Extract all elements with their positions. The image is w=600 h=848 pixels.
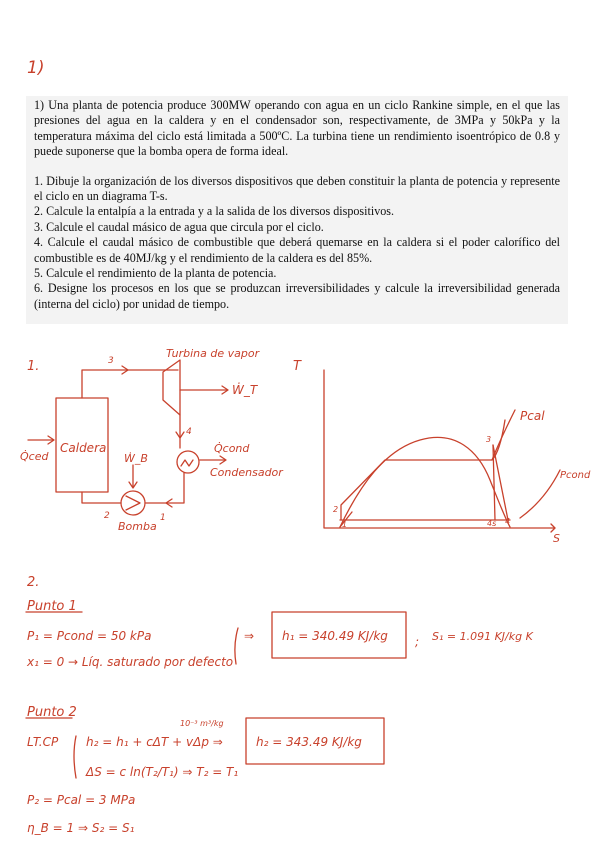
turbine-work-arrow: [180, 386, 228, 394]
punto2-note: 10⁻³ m³/kg: [180, 719, 224, 728]
turbine-work-label: Ẇ_T: [232, 383, 258, 397]
condenser-coil: [181, 460, 193, 466]
saturation-dome: [340, 437, 510, 527]
punto1-separator: ;: [415, 635, 420, 649]
punto2-p2: P₂ = Pcal = 3 MPa: [27, 793, 136, 807]
schematic-label: 1.: [27, 359, 40, 374]
condenser-heat-arrow: [200, 456, 226, 464]
question-5: 5. Calcule el rendimiento de la planta de potencia.: [34, 266, 277, 281]
turbine-symbol: [163, 360, 180, 415]
punto1-title: Punto 1: [27, 599, 77, 614]
solution-label: 2.: [27, 575, 40, 590]
state-1-label: 1: [160, 513, 166, 523]
punto2-eta: η_B = 1 ⇒ S₂ = S₁: [27, 821, 135, 835]
s1-value: S₁ = 1.091 KJ/kg K: [432, 630, 533, 643]
condenser-symbol: [177, 451, 199, 473]
axis-t-label: T: [293, 359, 301, 374]
problem-number: 1): [27, 58, 45, 78]
ts-point-3: 3: [486, 435, 492, 444]
turbine-label: Turbina de vapor: [166, 347, 260, 360]
axis-s-label: S: [553, 532, 560, 545]
punto2-prefix: LT.CP: [27, 735, 59, 749]
pump-triangle: [126, 496, 140, 510]
pcond-isobar: [520, 470, 560, 518]
brace-punto1: [235, 628, 238, 664]
ts-point-4: 4: [505, 517, 511, 526]
pump-work-label: Ẇ_B: [124, 452, 148, 465]
punto1-arrow: ⇒: [244, 629, 255, 643]
statement-intro: 1) Una planta de potencia produce 300MW operando con agua en un ciclo Rankine simple, en el que las presiones del agua en la caldera y en el condensador son, respectivamente, de 3MPa y 50kPa y la temperatura máxima del ciclo está limitada a 500ºC. La turbina tiene un rendimiento isoentrópico de 0.8 y puede suponerse que la bomba opera de forma ideal.: [34, 98, 560, 159]
boiler-heat-arrow: [28, 436, 54, 444]
state-3-label: 3: [108, 356, 114, 366]
punto2-eq2: ΔS = c ln(T₂/T₁) ⇒ T₂ = T₁: [86, 765, 239, 779]
boiler-label: Caldera: [60, 441, 107, 455]
pcond-label: Pcond: [560, 470, 591, 481]
h1-value: h₁ = 340.49 KJ/kg: [282, 629, 388, 643]
ts-point-2: 2: [333, 505, 339, 514]
question-4: 4. Calcule el caudal másico de combustible que deberá quemarse en la caldera si el poder calorífico del combustible es de 40MJ/kg y el rendimiento de la caldera es del 85%.: [34, 235, 560, 265]
pump-work-arrow: [129, 465, 137, 488]
punto2-title: Punto 2: [27, 705, 77, 720]
question-2: 2. Calcule la entalpía a la entrada y a la salida de los diversos dispositivos.: [34, 204, 395, 219]
ts-point-4s: 4s: [487, 519, 497, 528]
heat-in-label: Q̇ced: [20, 450, 49, 463]
punto2-eq1: h₂ = h₁ + cΔT + vΔp ⇒: [86, 735, 223, 749]
punto1-line1: P₁ = Pcond = 50 kPa: [27, 629, 152, 643]
h2-value: h₂ = 343.49 KJ/kg: [256, 735, 362, 749]
heat-out-label: Q̇cond: [214, 442, 250, 455]
condenser-label: Condensador: [210, 466, 283, 479]
state-2-label: 2: [104, 511, 110, 521]
question-1: 1. Dibuje la organización de los diversos dispositivos que deben constituir la planta de potencia y represente el ciclo en un diagrama T-s.: [34, 173, 560, 204]
pcal-label: Pcal: [520, 409, 545, 423]
question-6: 6. Designe los procesos en los que se produzcan irreversibilidades y calcule la irreversibilidad generada (interna del ciclo) por unidad de tiempo.: [34, 281, 560, 311]
pump-label: Bomba: [118, 520, 157, 533]
question-3: 3. Calcule el caudal másico de agua que circula por el ciclo.: [34, 219, 324, 234]
ts-axes: [324, 370, 555, 528]
punto1-line2: x₁ = 0 → Líq. saturado por defecto: [27, 655, 234, 669]
state-4-label: 4: [186, 427, 192, 437]
ts-point-1: 1: [342, 520, 348, 529]
pcal-isobar: [492, 410, 515, 460]
cycle-high-pressure: [341, 420, 505, 520]
pipe-1: [146, 473, 184, 503]
pump-symbol: [121, 491, 145, 515]
pipe-2: [82, 492, 121, 503]
brace-punto2: [74, 736, 76, 778]
